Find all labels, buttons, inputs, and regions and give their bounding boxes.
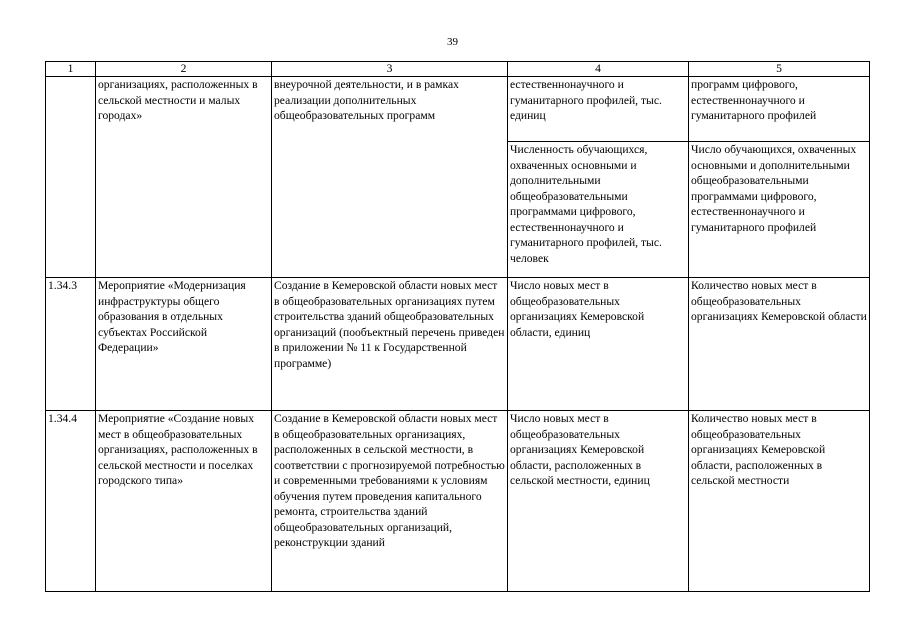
measures-table (45, 61, 870, 592)
result-cell: программ цифрового, естественнонаучного и гуманитарного профилей (689, 77, 870, 142)
indicator-cell: Число новых мест в общеобразовательных организациях Кемеровской области, расположенных в сельской местности, единиц (508, 411, 689, 592)
table-row (46, 278, 870, 411)
measure-cell: Мероприятие «Модернизация инфраструктуры общего образования в отдельных субъектах Российской Федерации» (96, 278, 272, 411)
description-cell: внеурочной деятельности, и в рамках реализации дополнительных общеобразовательных программ (272, 77, 508, 278)
description-cell: Создание в Кемеровской области новых мест в общеобразовательных организациях, расположенных в сельской местности, в соответствии с прогнозируемой потребностью и современными требованиями к условиям обучения путем проведения капитального ремонта, строительства зданий общеобразовательных организаций, реконструкции зданий (272, 411, 508, 592)
page-number: 39 (447, 36, 458, 48)
indicator-cell: Число новых мест в общеобразовательных организациях Кемеровской области, единиц (508, 278, 689, 411)
indicator-cell: естественнонаучного и гуманитарного профилей, тыс. единиц (508, 77, 689, 142)
table-header-row (46, 62, 870, 77)
header-cell: 5 (689, 62, 870, 77)
row-number-cell (46, 77, 96, 278)
result-cell: Количество новых мест в общеобразовательных организациях Кемеровской области (689, 278, 870, 411)
row-number-cell: 1.34.3 (46, 278, 96, 411)
measure-cell: организациях, расположенных в сельской местности и малых городах» (96, 77, 272, 278)
row-number-cell: 1.34.4 (46, 411, 96, 592)
header-cell: 2 (96, 62, 272, 77)
indicator-cell: Численность обучающихся, охваченных основными и дополнительными общеобразовательными программами цифрового, естественнонаучного и гуманитарного профилей, тыс. человек (508, 142, 689, 278)
result-cell: Число обучающихся, охваченных основными и дополнительными общеобразовательными программами цифрового, естественнонаучного и гуманитарного профилей (689, 142, 870, 278)
header-cell: 1 (46, 62, 96, 77)
table-row (46, 411, 870, 592)
table-row (46, 77, 870, 142)
header-cell: 4 (508, 62, 689, 77)
description-cell: Создание в Кемеровской области новых мест в общеобразовательных организациях путем строительства зданий общеобразовательных организаций (пообъектный перечень приведен в приложении № 11 к Государственной программе) (272, 278, 508, 411)
result-cell: Количество новых мест в общеобразовательных организациях Кемеровской области, расположенных в сельской местности (689, 411, 870, 592)
measure-cell: Мероприятие «Создание новых мест в общеобразовательных организациях, расположенных в сельской местности и поселках городского типа» (96, 411, 272, 592)
header-cell: 3 (272, 62, 508, 77)
